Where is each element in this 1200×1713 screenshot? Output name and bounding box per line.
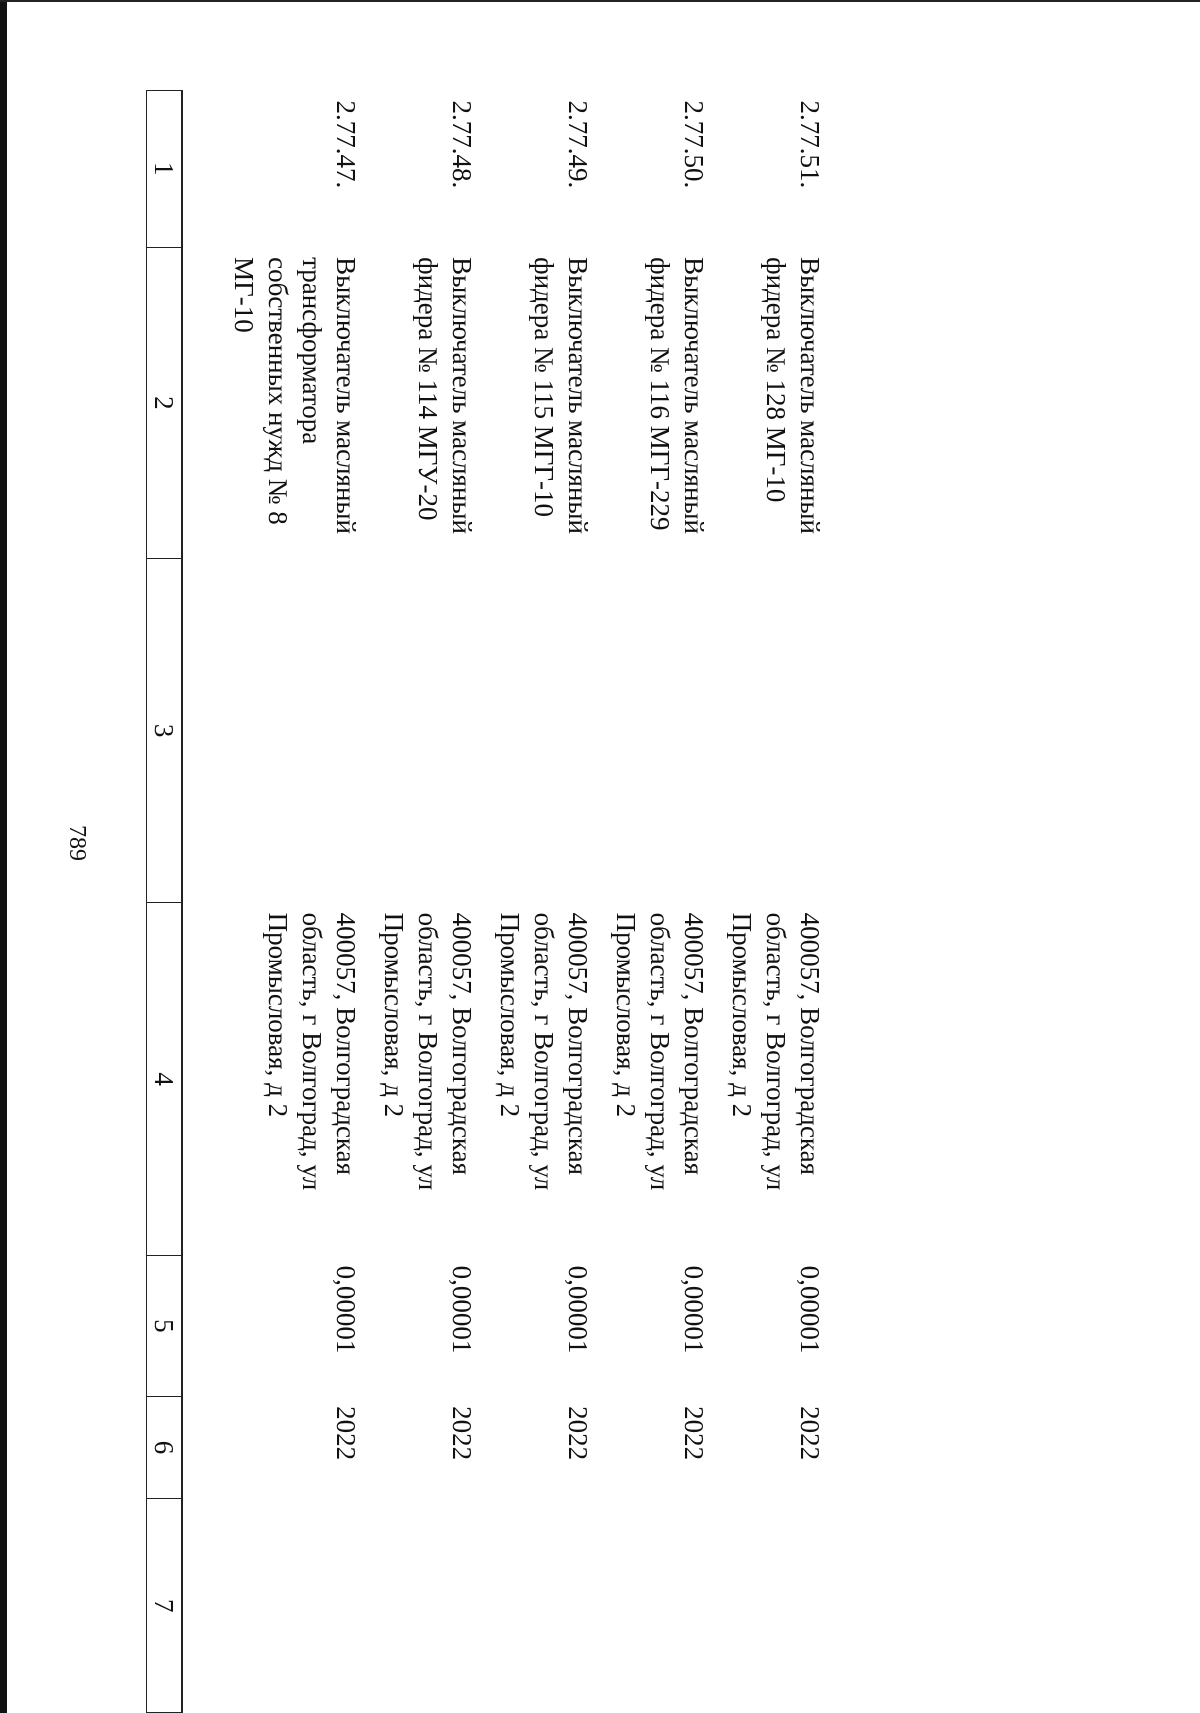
table-cell-num: 2.77.51. (795, 100, 825, 189)
header-gap (182, 91, 213, 1713)
column-header: 6 (147, 1396, 183, 1499)
table-cell-address: 400057, Волгоградская область, г Волгоград, ул Промысловая, д 2 (495, 912, 593, 1191)
table-cell-num: 2.77.50. (679, 100, 709, 189)
table-cell-col3 (711, 559, 827, 903)
table-cell-year: 2022 (795, 1406, 825, 1461)
table-cell-col7 (595, 1499, 711, 1713)
table-cell-value: 0,00001 (679, 1265, 709, 1354)
table-row (711, 91, 827, 1713)
table-cell-name: Выключатель масляный фидера № 114 МГУ-20 (413, 257, 477, 534)
table-cell-col3 (595, 559, 711, 903)
table-cell-num: 2.77.49. (563, 100, 593, 189)
table-cell-col7 (711, 1499, 827, 1713)
page-number: 789 (64, 825, 90, 861)
table-cell-address: 400057, Волгоградская область, г Волгоград, ул Промысловая, д 2 (263, 912, 361, 1191)
table-cell-value: 0,00001 (795, 1265, 825, 1354)
header-row (147, 91, 183, 1713)
table-cell-year: 2022 (447, 1406, 477, 1461)
column-header: 7 (147, 1499, 183, 1713)
column-header: 4 (147, 903, 183, 1256)
table-cell-address: 400057, Волгоградская область, г Волгоград, ул Промысловая, д 2 (727, 912, 825, 1191)
table-cell-name: Выключатель масляный фидера № 128 МГ-10 (761, 257, 825, 534)
table-cell-value: 0,00001 (331, 1265, 361, 1354)
table-cell-col3 (363, 559, 479, 903)
table-cell-col3 (479, 559, 595, 903)
table-cell-year: 2022 (331, 1406, 361, 1461)
table-cell-col7 (479, 1499, 595, 1713)
table-cell-value: 0,00001 (447, 1265, 477, 1354)
column-header: 2 (147, 247, 183, 558)
table-row (479, 91, 595, 1713)
table-cell-address: 400057, Волгоградская область, г Волгоград, ул Промысловая, д 2 (611, 912, 709, 1191)
table-cell-name: Выключатель масляный фидера № 116 МГГ-229 (645, 257, 709, 534)
table-cell-year: 2022 (679, 1406, 709, 1461)
table-cell-name: Выключатель масляный трансформатора собственных нужд № 8 МГ-10 (229, 257, 361, 534)
equipment-table (146, 90, 827, 1713)
table-cell-year: 2022 (563, 1406, 593, 1461)
table-row (213, 91, 363, 1713)
table-cell-value: 0,00001 (563, 1265, 593, 1354)
table-row (363, 91, 479, 1713)
table-cell-num: 2.77.47. (331, 100, 361, 189)
table-row (595, 91, 711, 1713)
column-header: 3 (147, 559, 183, 903)
table-body (147, 91, 828, 1713)
table-cell-col7 (213, 1499, 363, 1713)
table-cell-col3 (213, 559, 363, 903)
column-header: 1 (147, 91, 183, 248)
column-header: 5 (147, 1256, 183, 1397)
table-cell-num: 2.77.48. (447, 100, 477, 189)
table-cell-address: 400057, Волгоградская область, г Волгоград, ул Промысловая, д 2 (379, 912, 477, 1191)
table-cell-col7 (363, 1499, 479, 1713)
table-cell-name: Выключатель масляный фидера № 115 МГГ-10 (529, 257, 593, 534)
